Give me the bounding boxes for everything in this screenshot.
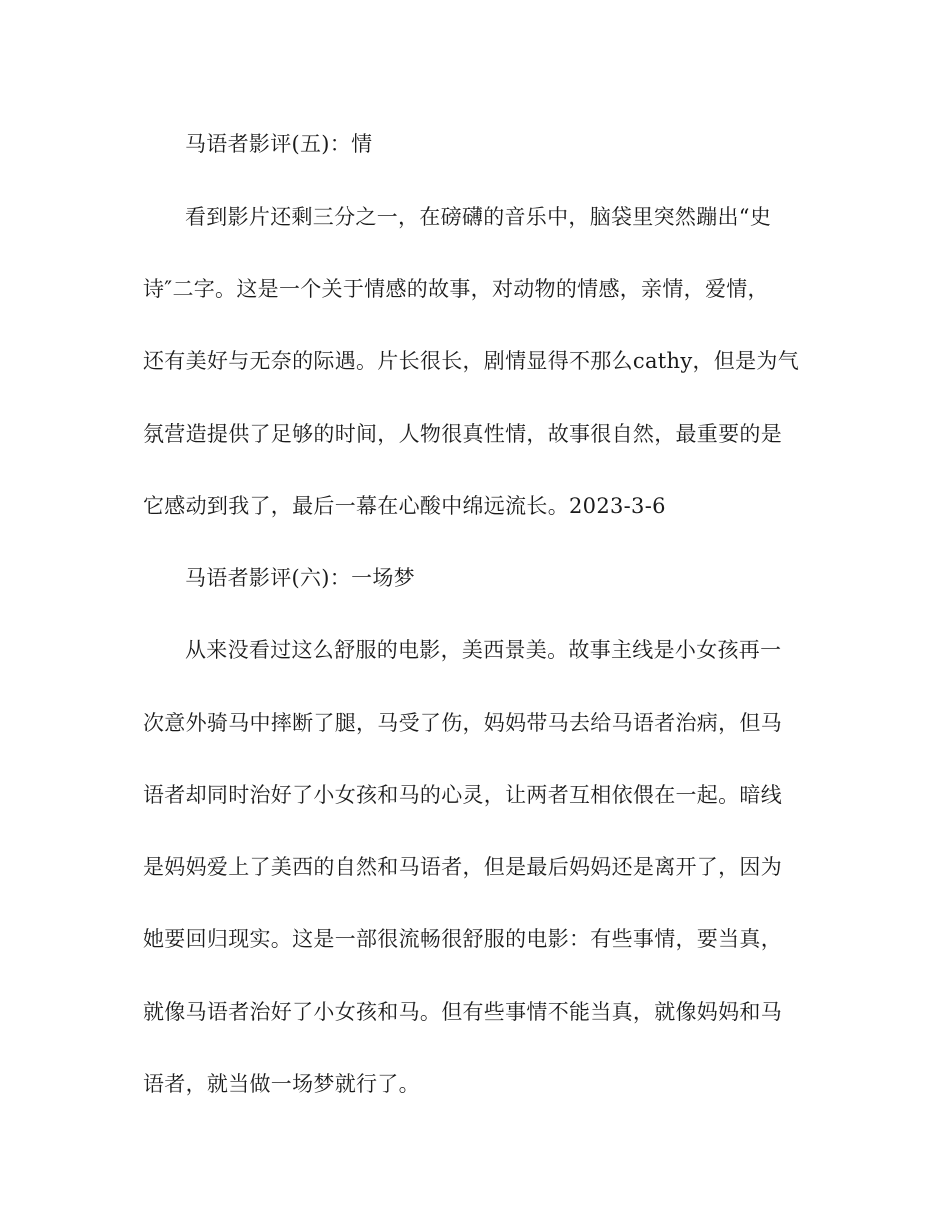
section-heading: 马语者影评(五)：情	[185, 132, 373, 156]
paragraph-line: 诗″二字。这是一个关于情感的故事，对动物的情感，亲情，爱情，	[143, 277, 769, 301]
paragraph-line: 还有美好与无奈的际遇。片长很长，剧情显得不那么cathy，但是为气	[143, 349, 800, 373]
paragraph-line: 从来没看过这么舒服的电影，美西景美。故事主线是小女孩再一	[185, 638, 782, 662]
paragraph-line: 语者，就当做一场梦就行了。	[143, 1072, 420, 1096]
paragraph-line: 就像马语者治好了小女孩和马。但有些事情不能当真，就像妈妈和马	[143, 1000, 782, 1024]
paragraph-line: 语者却同时治好了小女孩和马的心灵，让两者互相依偎在一起。暗线	[143, 783, 782, 807]
paragraph-line: 看到影片还剩三分之一，在磅礴的音乐中，脑袋里突然蹦出“史	[185, 205, 772, 229]
paragraph-line: 她要回归现实。这是一部很流畅很舒服的电影：有些事情，要当真，	[143, 927, 782, 951]
paragraph-line: 氛营造提供了足够的时间，人物很真性情，故事很自然，最重要的是	[143, 422, 782, 446]
paragraph-line: 是妈妈爱上了美西的自然和马语者，但是最后妈妈还是离开了，因为	[143, 855, 782, 879]
paragraph-line: 它感动到我了，最后一幕在心酸中绵远流长。2023-3-6	[143, 494, 666, 518]
section-heading: 马语者影评(六)：一场梦	[185, 566, 415, 590]
paragraph-line: 次意外骑马中摔断了腿，马受了伤，妈妈带马去给马语者治病，但马	[143, 711, 782, 735]
